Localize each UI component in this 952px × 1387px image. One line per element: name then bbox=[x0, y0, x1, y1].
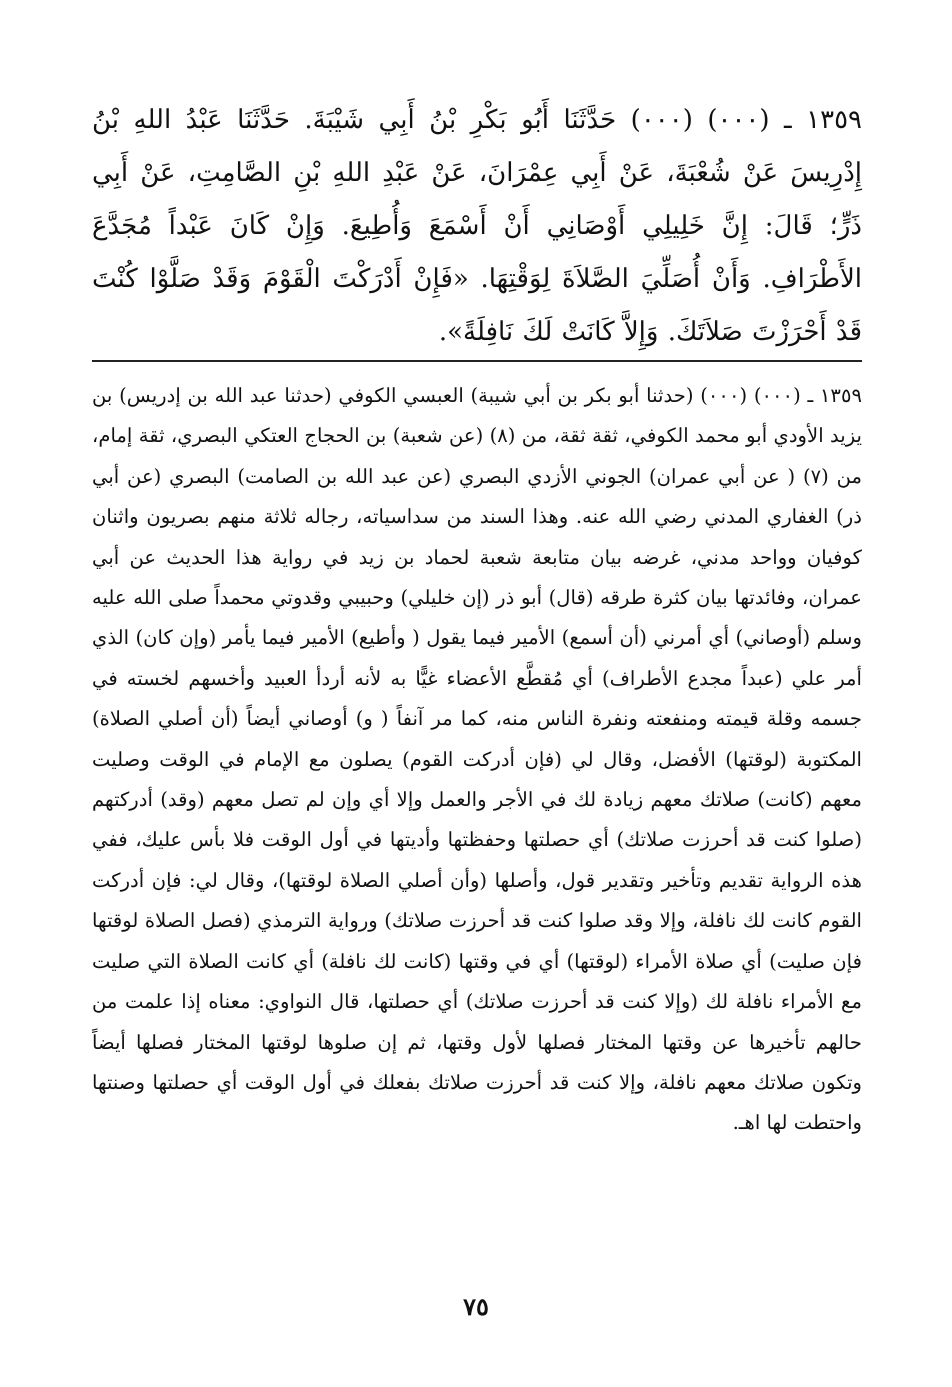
commentary-text: ١٣٥٩ ـ (٠٠٠) (٠٠٠) (حدثنا أبو بكر بن أبي شيبة) العبسي الكوفي (حدثنا عبد الله بن إدريس) بن يزيد الأودي أبو محمد الكوفي، ثقة ثقة، من (٨) (عن شعبة) بن الحجاج العتكي البصري، ثقة إمام، من (٧) ( عن أبي عمران) الجوني الأزدي البصري (عن عبد الله بن الصامت) البصري (عن أبي ذر) الغفاري المدني رضي الله عنه. وهذا السند من سداسياته، رجاله ثلاثة منهم بصريون واثنان كوفيان وواحد مدني، غرضه بيان متابعة شعبة لحماد بن زيد في رواية هذا الحديث عن أبي عمران، وفائدتها بيان كثرة طرقه (قال) أبو ذر (إن خليلي) وحبيبي وقدوتي محمداً صلى الله عليه وسلم (أوصاني) أي أمرني (أن أسمع) الأمير فيما يقول ( وأطيع) الأمير فيما يأمر (وإن كان) الذي أمر علي (عبداً مجدع الأطراف) أي مُقطَّع الأعضاء غيًّا به لأنه أردأ العبيد وأخسهم لخسته في جسمه وقلة قيمته ومنفعته ونفرة الناس منه، كما مر آنفاً ( و) أوصاني أيضاً (أن أصلي الصلاة) المكتوبة (لوقتها) الأفضل، وقال لي (فإن أدركت القوم) يصلون مع الإمام في الوقت وصليت معهم (كانت) صلاتك معهم زيادة لك في الأجر والعمل وإلا أي وإن لم تصل معهم (وقد) أدركتهم (صلوا كنت قد أحرزت صلاتك) أي حصلتها وحفظتها وأديتها في أول الوقت فلا بأس عليك، ففي هذه الرواية تقديم وتأخير وتقدير قول، وأصلها (وأن أصلي الصلاة لوقتها)، وقال لي: فإن أدركت القوم كانت لك نافلة، وإلا وقد صلوا كنت قد أحرزت صلاتك) ورواية الترمذي (فصل الصلاة لوقتها فإن صليت) أي صلاة الأمراء (لوقتها) أي في وقتها (كانت لك نافلة) أي كانت الصلاة التي صليت مع الأمراء نافلة لك (وإلا كنت قد أحرزت صلاتك) أي حصلتها، قال النواوي: معناه إذا علمت من حالهم تأخيرها عن وقتها المختار فصلها لأول وقتها، ثم إن صلوها لوقتها المختار فصلها أيضاً وتكون صلاتك معهم نافلة، وإلا كنت قد أحرزت صلاتك بفعلك في أول الوقت أي حصلتها وصنتها واحتطت لها اهـ. bbox=[92, 384, 863, 1135]
commentary-block bbox=[92, 376, 862, 1144]
hadith-text: ١٣٥٩ ـ (٠٠٠) (٠٠٠) حَدَّثَنَا أَبُو بَكْرِ بْنُ أَبِي شَيْبَةَ. حَدَّثَنَا عَبْدُ اللهِ بْنُ إِدْرِيسَ عَنْ شُعْبَةَ، عَنْ أَبِي عِمْرَانَ، عَنْ عَبْدِ اللهِ بْنِ الصَّامِتِ، عَنْ أَبِي ذَرٍّ؛ قَالَ: إِنَّ خَلِيلِي أَوْصَانِي أَنْ أَسْمَعَ وَأُطِيعَ. وَإِنْ كَانَ عَبْداً مُجَدَّعَ الأَطْرَافِ. وَأَنْ أُصَلِّيَ الصَّلاَةَ لِوَقْتِهَا. «فَإِنْ أَدْرَكْتَ الْقَوْمَ وَقَدْ صَلَّوْا كُنْتَ قَدْ أَحْرَزْتَ صَلاَتَكَ. وَإِلاَّ كَانَتْ لَكَ نَافِلَةً». bbox=[92, 105, 862, 347]
footnote-divider bbox=[92, 360, 862, 362]
hadith-text-block bbox=[92, 94, 862, 359]
page-number: ٧٥ bbox=[463, 1292, 489, 1321]
